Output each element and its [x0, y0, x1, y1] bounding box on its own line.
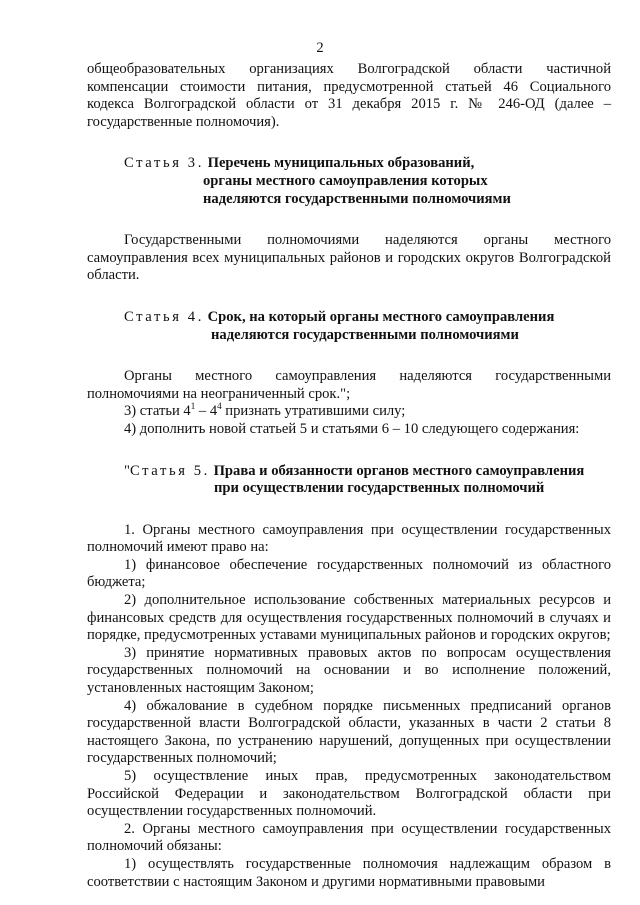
article-5-part-2: 2. Органы местного самоуправления при осуществлении государственных полномочий обязаны:	[87, 820, 611, 855]
article-4-label: Статья 4.	[124, 308, 204, 325]
article-5-part-1-item-5: 5) осуществление иных прав, предусмотренных законодательством Российской Федерации и законодательством Волгоградской области при осуществлении государственных полномочий.	[87, 768, 611, 820]
article-3-heading	[87, 155, 611, 208]
article-5-part-1-item-1: 1) финансовое обеспечение государственных полномочий из областного бюджета;	[87, 556, 611, 591]
article-3-title-line2: органы местного самоуправления которых	[203, 172, 488, 189]
article-4-heading	[87, 309, 611, 344]
article-3-title-line3: наделяются государственными полномочиями	[203, 190, 511, 207]
article-5-title-line2: при осуществлении государственных полномочий	[214, 480, 545, 497]
article-5-part-1-item-3: 3) принятие нормативных правовых актов по вопросам осуществления государственных полномочий на основании и во исполнение положений, установленных настоящим Законом;	[87, 644, 611, 697]
article-5-heading: "Статья 5. Права и обязанности органов местного самоуправления при осуществлении государственных полномочий	[87, 463, 611, 498]
article-5-part-1-item-4: 4) обжалование в судебном порядке письменных предписаний органов государственной власти Волгоградской области, указанных в части 2 статьи 8 настоящего Закона, по устранению нарушений, допущенных при осуществлении государственных полномочий;	[87, 697, 611, 767]
amendment-item-4: 4) дополнить новой статьей 5 и статьями 6 – 10 следующего содержания:	[124, 420, 580, 437]
article-5-part-1: 1. Органы местного самоуправления при осуществлении государственных полномочий имеют право на:	[87, 521, 611, 556]
amendment-item-3: 3) статьи $4^1 - 4^4$ признать утратившими силу;	[124, 401, 406, 420]
article-5-title-line1: Права и обязанности органов местного самоуправления	[213, 462, 585, 479]
document-body	[87, 61, 611, 891]
page-number: 2	[316, 40, 324, 56]
article-4-title-line2: наделяются государственными полномочиями	[211, 326, 519, 343]
article-3-body: Государственными полномочиями наделяются органы местного самоуправления всех муниципальных районов и городских округов Волгоградской области.	[87, 232, 611, 284]
article-3-label: Статья 3.	[124, 155, 204, 172]
article-4-body: Органы местного самоуправления наделяются государственными полномочиями на неограниченный срок.";	[87, 368, 611, 402]
intro-paragraph: общеобразовательных организациях Волгоградской области частичной компенсации стоимости питания, предусмотренной статьей 46 Социального кодекса Волгоградской области от 31 декабря 2015 г. № 246-ОД (далее – государственные полномочия).	[87, 61, 611, 130]
article-5-part-2-item-1: 1) осуществлять государственные полномочия надлежащим образом в соответствии с настоящим Законом и другими нормативными правовыми	[87, 855, 611, 890]
article-4-title-line1: Срок, на который органы местного самоуправления	[207, 308, 555, 325]
article-5-label: Статья 5.	[129, 462, 210, 479]
article-5-part-1-item-2: 2) дополнительное использование собственных материальных ресурсов и финансовых средств для осуществления государственных полномочий в случаях и порядке, предусмотренных уставами муниципальных районов и городских округов;	[87, 592, 611, 644]
article-3-title-line1: Перечень муниципальных образований,	[207, 155, 475, 172]
